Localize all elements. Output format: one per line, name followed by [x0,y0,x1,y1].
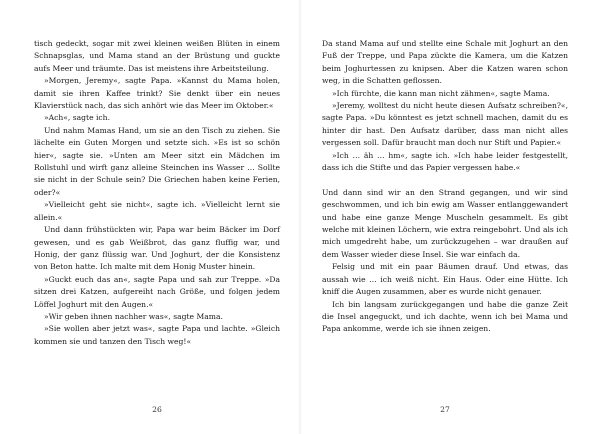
paragraph: Da stand Mama auf und stellte eine Schale mit Joghurt an den Fuß der Treppe, und Papa zückte die Kamera, um die Katzen beim Joghurtessen zu knipsen. Aber die Katzen waren schon weg, in die Schatten geflossen. [322,39,568,86]
paragraph: »Guckt euch das an«, sagte Papa und sah zur Treppe. »Da sitzen drei Katzen, aufgereiht nach Größe, und folgen jedem Löffel Joghurt mit den Augen.« [34,274,280,309]
paragraph: »Ich fürchte, die kann man nicht zähmen«, sagte Mama. [332,88,550,98]
paragraph: »Jeremy, wolltest du nicht heute diesen Aufsatz schreiben?«, sagte Papa. »Du könntest es jetzt schnell machen, damit du es hinter dir hast. Den Aufsatz darüber, dass man nicht alles vergessen soll. Dafür braucht man doch nur Stift und Papier.« [322,101,568,148]
paragraph: »Ach«, sagte ich. [44,113,110,123]
paragraph: Und dann frühstückten wir, Papa war beim Bäcker im Dorf gewesen, und es gab Weißbrot, das ganz fluffig war, und Honig, der ganz flüssig war. Und Joghurt, der die Konsistenz von Beton hatte. Ich malte mit dem Honig Muster hinein. [34,225,280,272]
page-number-right: 27 [440,405,450,414]
paragraph: »Wir geben ihnen nachher was«, sagte Mama. [44,311,223,321]
page-number-left: 26 [152,405,162,414]
right-page [300,0,600,434]
paragraph: Und dann sind wir an den Strand gegangen, und wir sind geschwommen, und ich bin ewig am Wasser entlanggewandert und habe eine ganze Menge Muscheln gesammelt. Es gibt welche mit kleinen Löchern, wie extra reingebohrt. Und als ich mich umgedreht habe, um zurückzugehen – war draußen auf dem Wasser wieder diese Insel. Sie war einfach da. [322,187,568,259]
paragraph: Ich bin langsam zurückgegangen und habe die ganze Zeit die Insel angeguckt, und ich dachte, wenn ich bei Mama und Papa ankomme, werde ich sie ihnen zeigen. [322,299,568,334]
paragraph: »Ich … äh … hm«, sagte ich. »Ich habe leider festgestellt, dass ich die Stifte und das Papier vergessen habe.« [322,150,568,173]
left-page-text [34,38,280,348]
paragraph: »Vielleicht geht sie nicht«, sagte ich. »Vielleicht lernt sie allein.« [34,200,280,222]
paragraph: Felsig und mit ein paar Bäumen drauf. Und etwas, das aussah wie … ich weiß nicht. Ein Haus. Oder eine Hütte. Ich kniff die Augen zusammen, aber es wurde nicht genauer. [322,262,568,297]
paragraph: »Morgen, Jeremy«, sagte Papa. »Kannst du Mama holen, damit sie ihren Kaffee trinkt? Sie denkt über ein neues Klavierstück nach, das sich anhört wie das Meer im Oktober.« [34,76,280,111]
paragraph: tisch gedeckt, sogar mit zwei kleinen weißen Blüten in einem Schnapsglas, und Mama stand an der Brüstung und guckte aufs Meer und träumte. Das ist meistens ihre Arbeitsteilung. [34,39,280,73]
paragraph: »Sie wollen aber jetzt was«, sagte Papa und lachte. »Gleich kommen sie und tanzen den Tisch weg!« [34,324,280,346]
right-page-text [322,38,568,336]
paragraph: Und nahm Mamas Hand, um sie an den Tisch zu ziehen. Sie lächelte ein Guten Morgen und setzte sich. »Es ist so schön hier«, sagte sie. »Unten am Meer sitzt ein Mädchen im Rollstuhl und wirft ganz alleine Steinchen ins Wasser … Sollte sie nicht in der Schule sein? Die Griechen haben keine Ferien, oder?« [34,125,280,197]
